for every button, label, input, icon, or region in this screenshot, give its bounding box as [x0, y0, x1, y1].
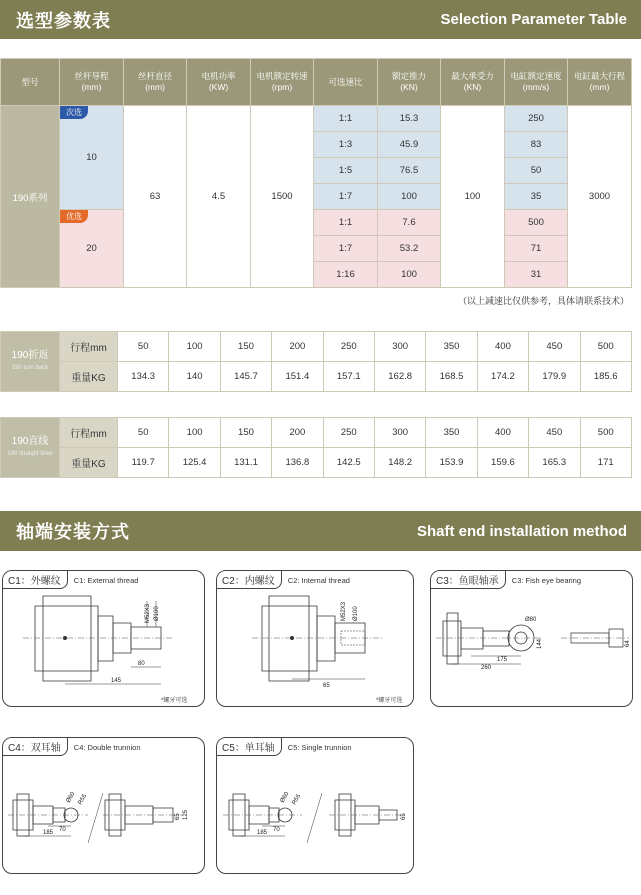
stroke-cell: 450: [529, 332, 580, 362]
stroke-cell: 450: [529, 418, 580, 448]
banner-title-cn: 轴端安装方式: [16, 522, 130, 542]
col-header: 电机功率 (KW): [187, 59, 251, 106]
stroke-cell: 200: [272, 418, 323, 448]
installation-banner: [0, 511, 641, 551]
stroke-label: 行程mm: [60, 332, 118, 362]
weight-cell: 119.7: [118, 448, 169, 478]
rpm-cell: 1500: [251, 106, 314, 288]
col-header: 电缸额定速度 (mm/s): [505, 59, 568, 106]
dim-label: 175: [497, 657, 508, 663]
dim-label: 185: [257, 830, 268, 836]
dim-label: 145: [111, 678, 122, 684]
speed-cell: 250: [505, 106, 568, 132]
weight-label: 重量KG: [60, 448, 118, 478]
dim-label: 65: [323, 683, 330, 689]
card-header: [3, 571, 138, 589]
weight-cell: 134.3: [118, 362, 169, 392]
stroke-cell: 300: [374, 332, 425, 362]
banner-title-en: Shaft end installation method: [416, 522, 627, 540]
thrust-cell: 15.3: [378, 106, 441, 132]
c3-drawing: [431, 571, 633, 707]
card-code: C5：单耳轴: [217, 738, 282, 756]
ratio-cell: 1:1: [314, 106, 378, 132]
turnback-weight-table: [0, 331, 632, 392]
col-header: 电缸最大行程 (mm): [568, 59, 632, 106]
dim-label: Ø100: [353, 606, 359, 621]
thrust-cell: 100: [378, 262, 441, 288]
card-header: [3, 738, 141, 756]
dim-label: 260: [481, 665, 492, 671]
weight-cell: 142.5: [323, 448, 374, 478]
stroke-cell: 100: [169, 332, 220, 362]
weight-cell: 159.6: [477, 448, 528, 478]
c2-internal-thread-card: [216, 570, 414, 707]
table-row: [1, 106, 632, 132]
ratio-cell: 1:16: [314, 262, 378, 288]
col-header: 型号: [1, 59, 60, 106]
card-title-en: C5: Single trunnion: [287, 742, 352, 752]
ratio-cell: 1:7: [314, 236, 378, 262]
thread-footnote: *螺牙可选: [376, 698, 403, 704]
selection-banner: [0, 0, 641, 39]
table-row: [1, 332, 632, 362]
weight-cell: 131.1: [220, 448, 271, 478]
dim-label: 185: [43, 830, 54, 836]
lead-value: 10: [86, 152, 97, 163]
secondary-choice-badge: 次选: [60, 106, 88, 119]
col-header: 丝杆直径 (mm): [124, 59, 187, 106]
stroke-cell: 50: [118, 332, 169, 362]
weight-cell: 157.1: [323, 362, 374, 392]
weight-cell: 165.3: [529, 448, 580, 478]
col-header: 电机额定转速 (rpm): [251, 59, 314, 106]
stroke-cell: 250: [323, 332, 374, 362]
weight-cell: 174.2: [477, 362, 528, 392]
dim-label: 65: [401, 813, 407, 820]
card-header: [217, 571, 350, 589]
diameter-cell: 63: [124, 106, 187, 288]
selection-table: [0, 58, 632, 288]
card-code: C2：内螺纹: [217, 571, 282, 589]
col-header: 额定推力 (KN): [378, 59, 441, 106]
stroke-cell: 350: [426, 332, 477, 362]
thrust-cell: 76.5: [378, 158, 441, 184]
weight-cell: 179.9: [529, 362, 580, 392]
ratio-cell: 1:1: [314, 210, 378, 236]
ratio-cell: 1:3: [314, 132, 378, 158]
dim-label: 64: [625, 640, 631, 647]
card-code: C4：双耳轴: [3, 738, 68, 756]
stroke-cell: 500: [580, 332, 631, 362]
col-header: 可选速比: [314, 59, 378, 106]
lead-cell-b: [60, 210, 124, 288]
dim-label: Ø100: [154, 606, 160, 621]
card-header: [217, 738, 352, 756]
dim-label: 70: [273, 827, 280, 833]
c3-fish-eye-bearing-card: [430, 570, 633, 707]
table-row: [1, 418, 632, 448]
speed-cell: 50: [505, 158, 568, 184]
dim-label: 80: [138, 661, 145, 667]
lead-value: 20: [86, 243, 97, 254]
speed-cell: 83: [505, 132, 568, 158]
card-header: [431, 571, 581, 589]
dim-label: 65: [175, 813, 181, 820]
c4-drawing: [3, 738, 205, 874]
c5-drawing: [217, 738, 414, 874]
dim-label: 144: [537, 638, 543, 649]
series-cell: 190系列: [1, 106, 60, 288]
table-row: [1, 448, 632, 478]
weight-cell: 151.4: [272, 362, 323, 392]
lead-cell-a: [60, 106, 124, 210]
card-title-en: C2: Internal thread: [287, 575, 350, 585]
thrust-cell: 53.2: [378, 236, 441, 262]
weight-label: 重量KG: [60, 362, 118, 392]
weight-cell: 185.6: [580, 362, 631, 392]
weight-cell: 168.5: [426, 362, 477, 392]
stroke-cell: 400: [477, 332, 528, 362]
c1-external-thread-card: [2, 570, 205, 707]
table-row: [1, 362, 632, 392]
card-title-en: C3: Fish eye bearing: [511, 575, 581, 585]
series-cell: 190直线 190 straight lines: [1, 418, 60, 478]
weight-cell: 145.7: [220, 362, 271, 392]
ratio-cell: 1:5: [314, 158, 378, 184]
c5-single-trunnion-card: [216, 737, 414, 874]
power-cell: 4.5: [187, 106, 251, 288]
thread-footnote: *螺牙可选: [161, 698, 188, 704]
table-header-row: [1, 59, 632, 106]
banner-title-en: Selection Parameter Table: [440, 11, 627, 28]
banner-title-cn: 选型参数表: [16, 10, 111, 31]
card-code: C3：鱼眼轴承: [431, 571, 506, 589]
max-stroke-cell: 3000: [568, 106, 632, 288]
speed-cell: 35: [505, 184, 568, 210]
dim-label: 125: [183, 809, 189, 820]
weight-cell: 125.4: [169, 448, 220, 478]
speed-cell: 31: [505, 262, 568, 288]
preferred-choice-badge: 优选: [60, 210, 88, 223]
max-force-cell: 100: [441, 106, 505, 288]
dim-label: 70: [59, 827, 66, 833]
stroke-cell: 350: [426, 418, 477, 448]
dim-label: Ø60: [65, 791, 77, 804]
thrust-cell: 45.9: [378, 132, 441, 158]
card-code: C1：外螺纹: [3, 571, 68, 589]
stroke-cell: 400: [477, 418, 528, 448]
weight-cell: 140: [169, 362, 220, 392]
stroke-cell: 500: [580, 418, 631, 448]
straight-weight-table: [0, 417, 632, 478]
table-row: [1, 210, 632, 236]
col-header: 丝杆导程 (mm): [60, 59, 124, 106]
ratio-cell: 1:7: [314, 184, 378, 210]
thrust-cell: 7.6: [378, 210, 441, 236]
weight-cell: 148.2: [374, 448, 425, 478]
dim-label: R55: [77, 793, 89, 806]
c4-double-trunnion-card: [2, 737, 205, 874]
dim-label: Ø60: [279, 791, 291, 804]
weight-cell: 171: [580, 448, 631, 478]
ratio-note: （以上减速比仅供参考，具体请联系技术）: [457, 296, 629, 306]
stroke-cell: 100: [169, 418, 220, 448]
speed-cell: 71: [505, 236, 568, 262]
stroke-cell: 150: [220, 418, 271, 448]
weight-cell: 162.8: [374, 362, 425, 392]
speed-cell: 500: [505, 210, 568, 236]
dim-label: M52X3: [145, 603, 151, 623]
c1-drawing: [3, 571, 205, 707]
dim-label: R55: [291, 793, 303, 806]
col-header: 最大承受力 (KN): [441, 59, 505, 106]
weight-cell: 153.9: [426, 448, 477, 478]
stroke-cell: 200: [272, 332, 323, 362]
stroke-cell: 150: [220, 332, 271, 362]
stroke-cell: 300: [374, 418, 425, 448]
stroke-cell: 50: [118, 418, 169, 448]
weight-cell: 136.8: [272, 448, 323, 478]
thrust-cell: 100: [378, 184, 441, 210]
dim-label: Ø80: [525, 617, 537, 623]
card-title-en: C1: External thread: [73, 575, 139, 585]
card-title-en: C4: Double trunnion: [73, 742, 141, 752]
stroke-label: 行程mm: [60, 418, 118, 448]
dim-label: M52X3: [341, 601, 347, 621]
stroke-cell: 250: [323, 418, 374, 448]
series-cell: 190折返 190 turn back: [1, 332, 60, 392]
c2-drawing: [217, 571, 414, 707]
